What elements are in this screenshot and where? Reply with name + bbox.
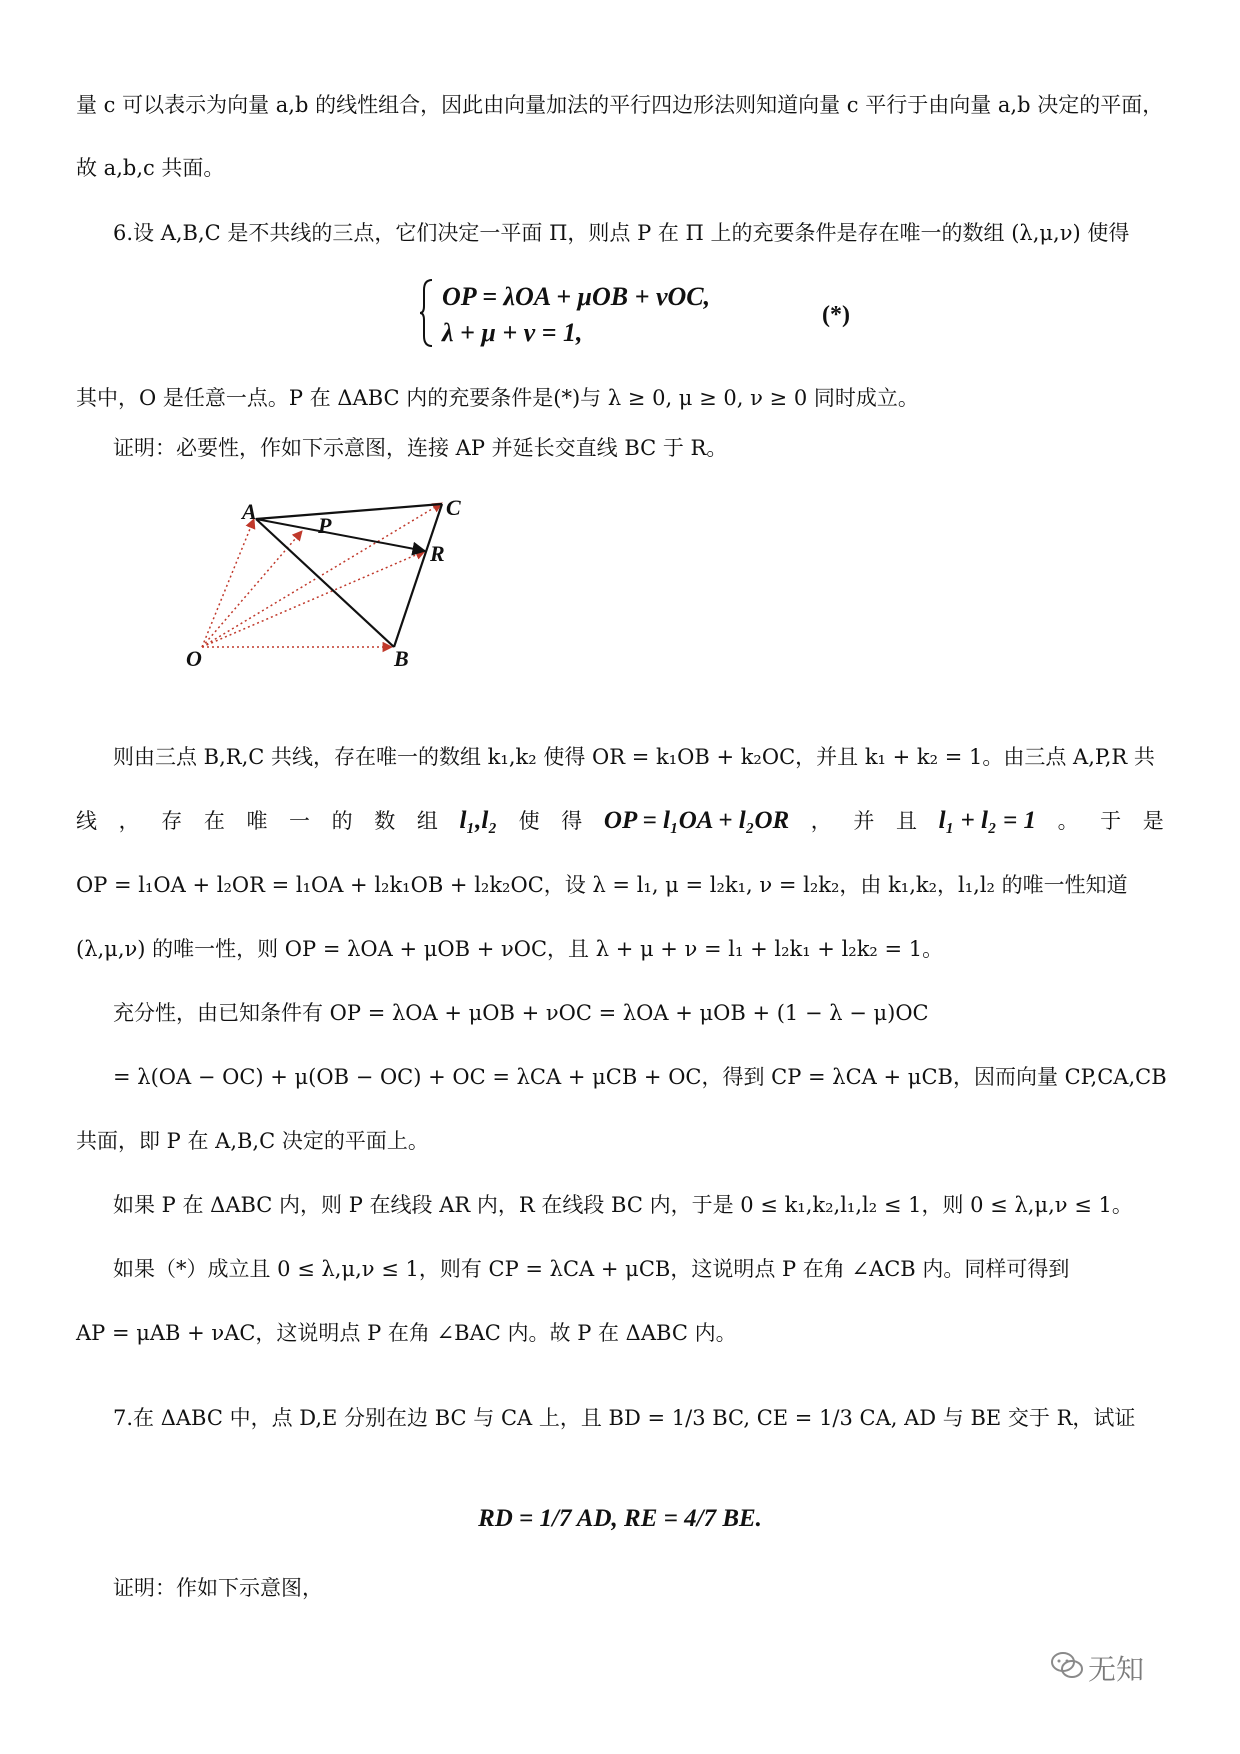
geometry-figure bbox=[180, 495, 490, 680]
word: 且 bbox=[896, 809, 918, 833]
math: OP = l₁OA + l₂OR bbox=[603, 807, 790, 834]
word: 唯 bbox=[246, 809, 268, 833]
segment-AC bbox=[256, 504, 442, 519]
proof-start: 证明：作如下示意图， bbox=[113, 1576, 323, 1600]
label-B: B bbox=[394, 646, 409, 671]
word: 。 bbox=[1057, 809, 1079, 833]
word: 数 bbox=[374, 809, 396, 833]
label-C: C bbox=[446, 495, 461, 520]
word: 一 bbox=[289, 809, 311, 833]
label-A: A bbox=[242, 499, 257, 524]
problem-7-statement: 7.在 ΔABC 中，点 D,E 分别在边 BC 与 CA 上，且 BD = 1/3 BC, CE = 1/3 CA, AD 与 BE 交于 R，试证 bbox=[113, 1406, 1136, 1430]
problem-7-equation: RD = 1/7 AD, RE = 4/7 BE. bbox=[478, 1505, 762, 1532]
text-line-11: = λ(OA − OC) + μ(OB − OC) + OC = λCA + μCB + OC，得到 CP = λCA + μCB，因而向量 CP,CA,CB bbox=[113, 1065, 1167, 1089]
proof-sufficiency: 充分性，由已知条件有 OP = λOA + μOB + νOC = λOA + μOB + (1 − λ − μ)OC bbox=[113, 1001, 929, 1025]
word: 是 bbox=[1142, 809, 1164, 833]
vector-OR bbox=[202, 551, 425, 647]
text-line-1: 量 c 可以表示为向量 a,b 的线性组合，因此由向量加法的平行四边形法则知道向量 c 平行于由向量 a,b 决定的平面， bbox=[76, 93, 1164, 117]
problem-6-statement: 6.设 A,B,C 是不共线的三点，它们决定一平面 Π，则点 P 在 Π 上的充要条件是存在唯一的数组 (λ,μ,ν) 使得 bbox=[113, 221, 1130, 245]
wechat-icon bbox=[1050, 1650, 1084, 1680]
label-P: P bbox=[318, 513, 332, 538]
segment-CB bbox=[394, 504, 442, 647]
text-line-14: 如果（*）成立且 0 ≤ λ,μ,ν ≤ 1，则有 CP = λCA + μCB，这说明点 P 在角 ∠ACB 内。同样可得到 bbox=[113, 1257, 1070, 1281]
text-line-9: (λ,μ,ν) 的唯一性，则 OP = λOA + μOB + νOC，且 λ + μ + ν = l₁ + l₂k₁ + l₂k₂ = 1。 bbox=[76, 937, 944, 961]
label-O: O bbox=[186, 646, 202, 671]
vector-OA bbox=[202, 519, 254, 647]
segment-AR bbox=[256, 519, 425, 551]
text-line-12: 共面，即 P 在 A,B,C 决定的平面上。 bbox=[76, 1129, 429, 1153]
word: ， bbox=[810, 809, 832, 833]
watermark-text: 无知 bbox=[1088, 1653, 1145, 1686]
word: 存 bbox=[161, 809, 183, 833]
text-line-7 bbox=[76, 806, 1164, 836]
word: 并 bbox=[853, 809, 875, 833]
word: 组 bbox=[416, 809, 438, 833]
system-equation-2: λ + μ + ν = 1, bbox=[442, 318, 583, 347]
proof-necessity: 证明：必要性，作如下示意图，连接 AP 并延长交直线 BC 于 R。 bbox=[113, 436, 728, 460]
word: 线 bbox=[76, 809, 97, 833]
text-line-15: AP = μAB + νAC，这说明点 P 在角 ∠BAC 内。故 P 在 ΔABC 内。 bbox=[76, 1321, 737, 1345]
word: 的 bbox=[331, 809, 353, 833]
text-line-4: 其中，O 是任意一点。P 在 ΔABC 内的充要条件是(*)与 λ ≥ 0, μ ≥ 0, ν ≥ 0 同时成立。 bbox=[76, 386, 919, 410]
system-brace bbox=[420, 278, 434, 348]
word: 在 bbox=[203, 809, 225, 833]
text-line-6: 则由三点 B,R,C 共线，存在唯一的数组 k₁,k₂ 使得 OR = k₁OB + k₂OC，并且 k₁ + k₂ = 1。由三点 A,P,R 共 bbox=[113, 745, 1155, 769]
word: 得 bbox=[561, 809, 583, 833]
text-line-8: OP = l₁OA + l₂OR = l₁OA + l₂k₁OB + l₂k₂OC，设 λ = l₁, μ = l₂k₁, ν = l₂k₂，由 k₁,k₂，l₁,l₂ 的唯一性知道 bbox=[76, 873, 1128, 897]
math: l₁ + l₂ = 1 bbox=[938, 807, 1036, 834]
text-line-2: 故 a,b,c 共面。 bbox=[76, 156, 225, 180]
word: 于 bbox=[1100, 809, 1122, 833]
text-line-13: 如果 P 在 ΔABC 内，则 P 在线段 AR 内，R 在线段 BC 内，于是 0 ≤ k₁,k₂,l₁,l₂ ≤ 1，则 0 ≤ λ,μ,ν ≤ 1。 bbox=[113, 1193, 1133, 1217]
equation-tag: (*) bbox=[822, 302, 850, 328]
math: l₁,l₂ bbox=[459, 807, 498, 834]
label-R: R bbox=[430, 541, 445, 566]
word: ， bbox=[118, 809, 140, 833]
system-equation-1: OP = λOA + μOB + νOC, bbox=[442, 282, 711, 311]
word: 使 bbox=[518, 809, 540, 833]
segment-AB bbox=[256, 519, 394, 647]
